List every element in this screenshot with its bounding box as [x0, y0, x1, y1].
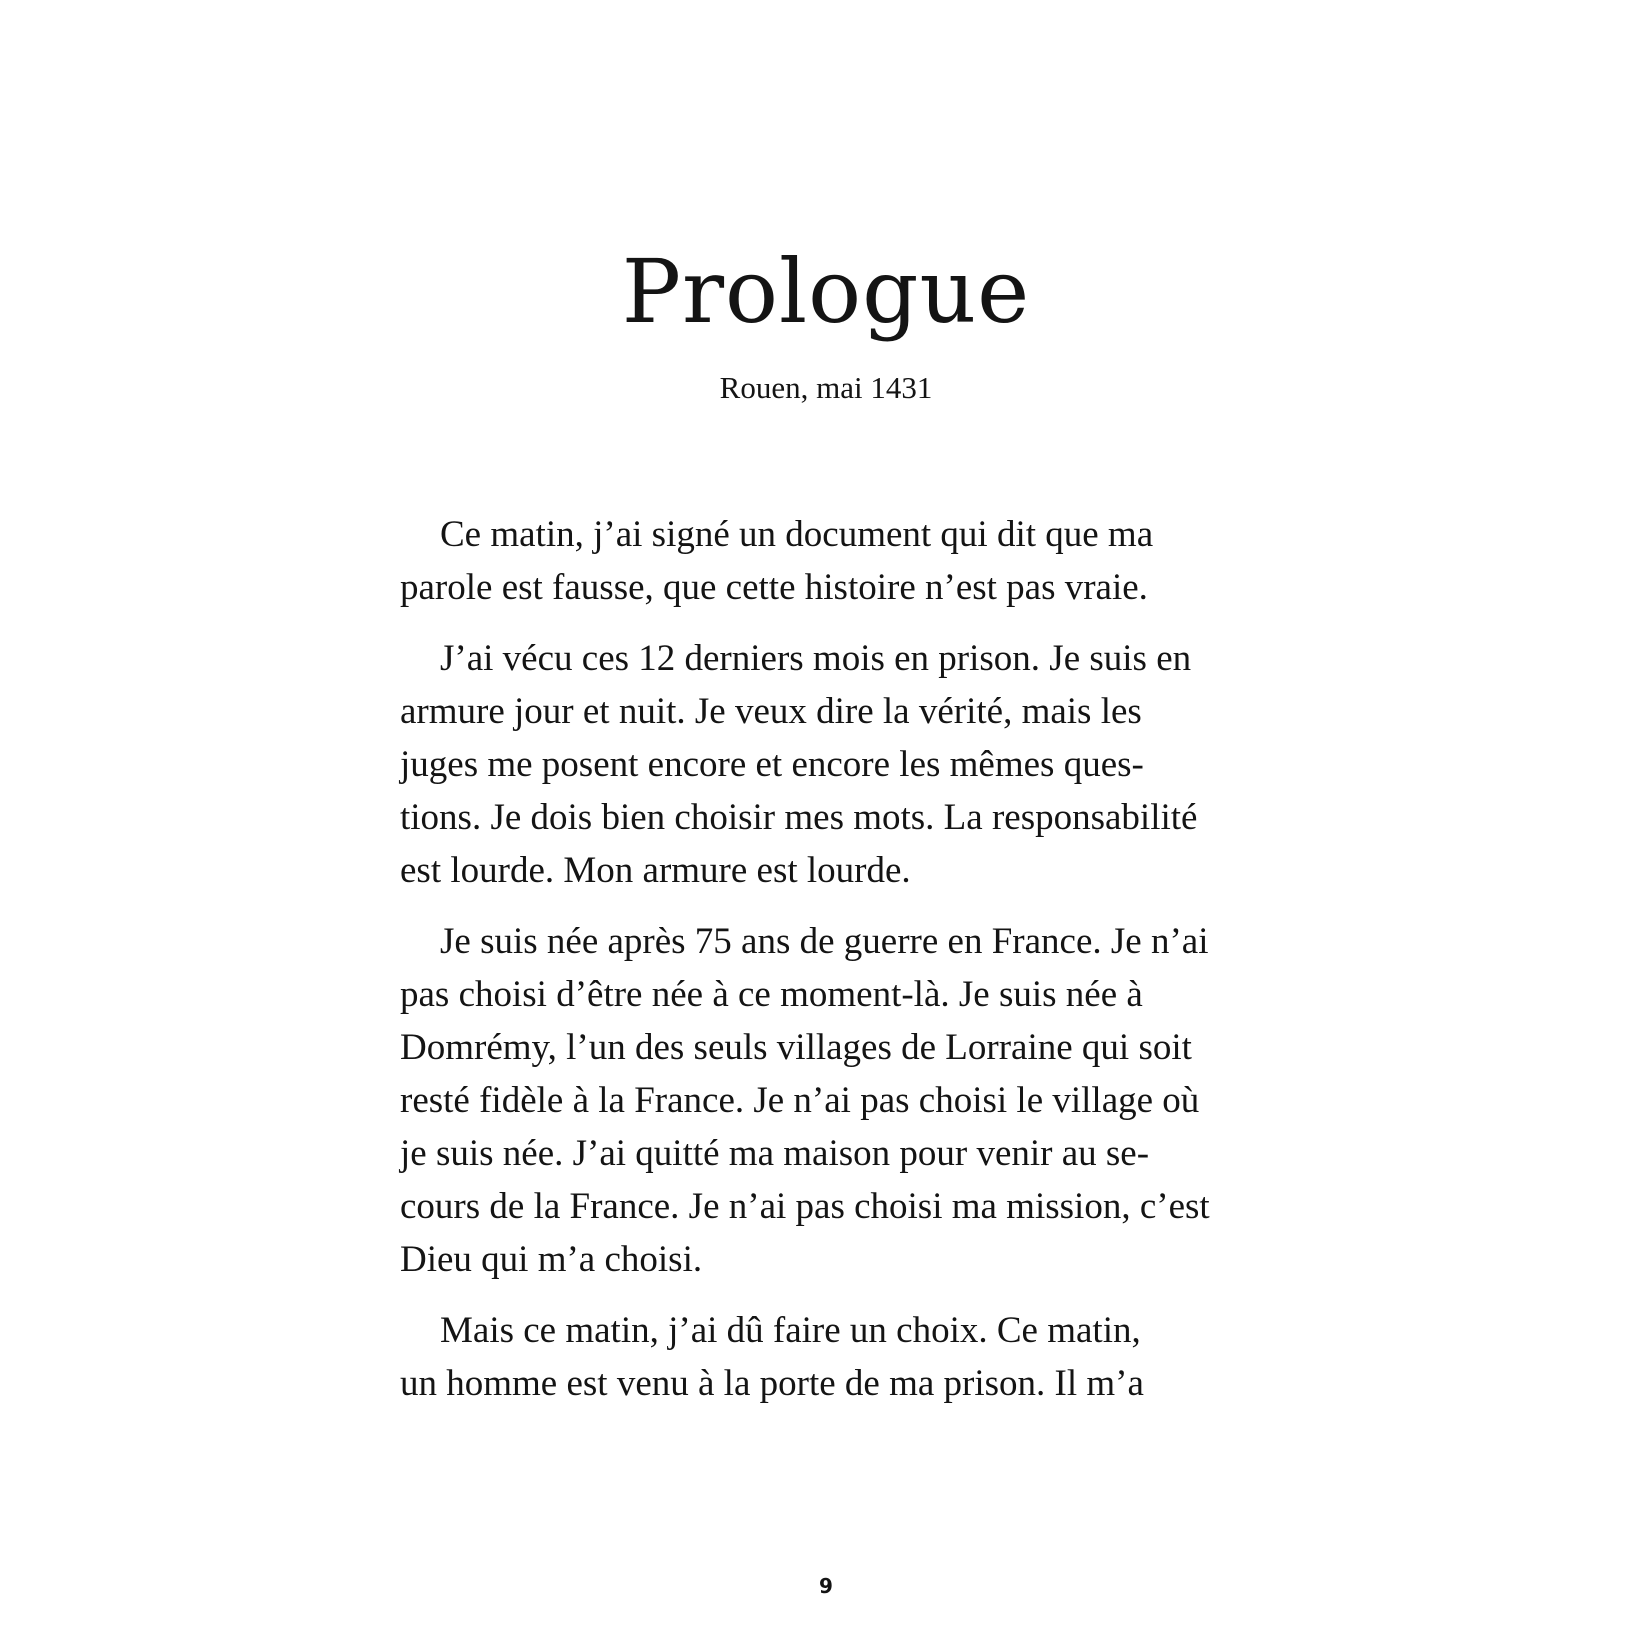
- paragraph-2: [400, 632, 1300, 897]
- text-line: resté fidèle à la France. Je n’ai pas choisi le village où: [400, 1080, 1200, 1121]
- body-text: [400, 508, 1300, 1428]
- text-line: pas choisi d’être née à ce moment-là. Je suis née à: [400, 974, 1143, 1015]
- text-line: un homme est venu à la porte de ma prison. Il m’a: [400, 1363, 1144, 1404]
- page-number: 9: [819, 1574, 833, 1598]
- text-line: Je suis née après 75 ans de guerre en France. Je n’ai: [440, 921, 1209, 962]
- text-line: Mais ce matin, j’ai dû faire un choix. Ce matin,: [440, 1310, 1141, 1351]
- text-line: cours de la France. Je n’ai pas choisi ma mission, c’est: [400, 1186, 1210, 1227]
- paragraph-3: [400, 915, 1300, 1286]
- chapter-title: Prologue: [621, 240, 1031, 343]
- text-line: je suis née. J’ai quitté ma maison pour venir au se-: [400, 1133, 1150, 1174]
- text-line: Domrémy, l’un des seuls villages de Lorraine qui soit: [400, 1027, 1192, 1068]
- text-line: Ce matin, j’ai signé un document qui dit que ma: [440, 514, 1154, 555]
- chapter-subtitle: Rouen, mai 1431: [719, 370, 933, 405]
- text-line: armure jour et nuit. Je veux dire la vérité, mais les: [400, 691, 1142, 732]
- text-line: est lourde. Mon armure est lourde.: [400, 850, 911, 891]
- text-line: J’ai vécu ces 12 derniers mois en prison. Je suis en: [440, 638, 1192, 679]
- text-line: juges me posent encore et encore les mêmes ques-: [400, 744, 1144, 785]
- paragraph-1: [400, 508, 1300, 614]
- text-line: Dieu qui m’a choisi.: [400, 1239, 703, 1280]
- paragraph-4: [400, 1304, 1300, 1410]
- text-line: tions. Je dois bien choisir mes mots. La responsabilité: [400, 797, 1198, 838]
- text-line: parole est fausse, que cette histoire n’est pas vraie.: [400, 567, 1148, 608]
